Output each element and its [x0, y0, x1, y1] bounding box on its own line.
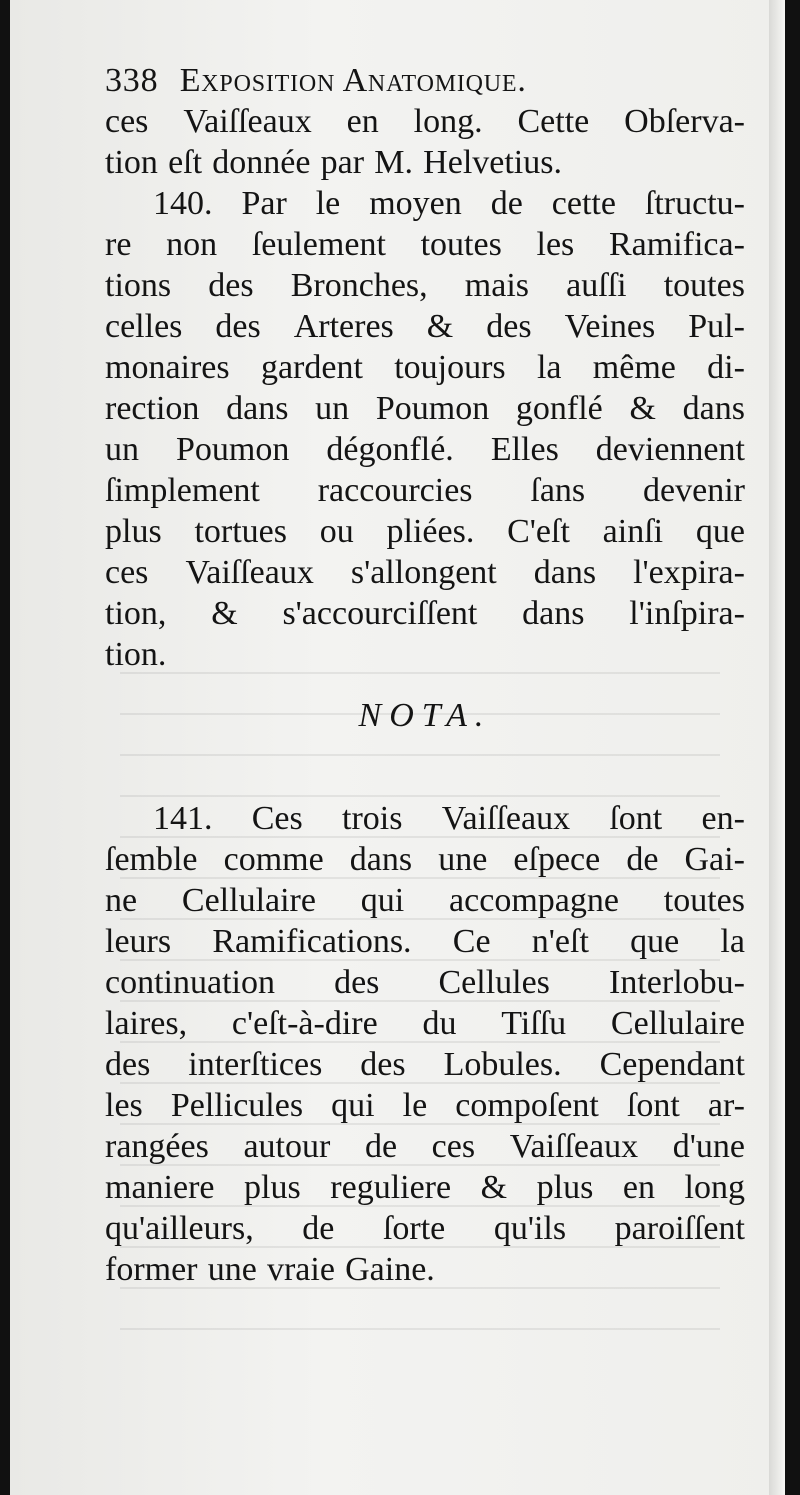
text-line	[105, 1208, 745, 1249]
book-page	[10, 0, 785, 1495]
word: Ramifications.	[212, 923, 412, 960]
text-line	[105, 593, 745, 634]
word: Ce	[452, 923, 491, 960]
running-header	[105, 60, 745, 101]
word: Vaiſſeaux	[185, 554, 314, 591]
text-line	[105, 1003, 745, 1044]
text-line	[105, 347, 745, 388]
word: ces	[431, 1128, 476, 1165]
word: ſont	[609, 800, 663, 837]
word: laires,	[105, 1005, 188, 1042]
text-line	[105, 634, 745, 675]
word: leurs	[105, 923, 172, 960]
word: Poumon	[375, 390, 490, 427]
word: ſans	[530, 472, 586, 509]
word: Ces	[251, 800, 303, 837]
word: &	[480, 1169, 508, 1206]
word: toutes	[420, 226, 502, 263]
word: cette	[551, 185, 616, 222]
text-line	[105, 552, 745, 593]
word: de	[364, 1128, 398, 1165]
word: qui	[360, 882, 405, 919]
text-line	[105, 962, 745, 1003]
word: plus	[244, 1169, 301, 1206]
word: di-	[707, 349, 745, 386]
word: Cette	[517, 103, 590, 140]
word: tion,	[105, 595, 167, 632]
word: toutes	[663, 267, 745, 304]
text-line	[105, 1167, 745, 1208]
text-line	[105, 1249, 745, 1290]
word: paroiſſent	[614, 1210, 745, 1247]
word: Arteres	[293, 308, 394, 345]
text-line	[105, 798, 745, 839]
word: Ramifica-	[609, 226, 745, 263]
word: le	[315, 185, 341, 222]
word: même	[592, 349, 676, 386]
word: ſimplement	[105, 472, 260, 509]
text-line	[105, 1085, 745, 1126]
text-line	[105, 470, 745, 511]
word: ar-	[707, 1087, 745, 1124]
word: Helvetius.	[423, 144, 562, 181]
word: une	[207, 1251, 257, 1288]
word: deviennent	[595, 431, 745, 468]
word: Par	[241, 185, 287, 222]
word: devenir	[643, 472, 745, 509]
word: que	[695, 513, 745, 550]
word: 140.	[153, 185, 213, 222]
word: toutes	[663, 882, 745, 919]
word: des	[105, 1046, 151, 1083]
text-line	[105, 839, 745, 880]
word: continuation	[105, 964, 275, 1001]
word: plus	[105, 513, 162, 550]
word: long	[684, 1169, 745, 1206]
word: celles	[105, 308, 183, 345]
word: pliées.	[386, 513, 475, 550]
word: Gai-	[684, 841, 745, 878]
word: les	[536, 226, 575, 263]
word: C'eſt	[507, 513, 570, 550]
word: un	[105, 431, 139, 468]
word: ces	[105, 554, 149, 591]
word: 141.	[153, 800, 213, 837]
word: l'inſpira-	[629, 595, 745, 632]
word: qu'ailleurs,	[105, 1210, 254, 1247]
word: Cellules	[438, 964, 550, 1001]
word: donnée	[212, 144, 311, 181]
word: d'une	[672, 1128, 745, 1165]
word: Vaiſſeaux	[441, 800, 571, 837]
word: long.	[413, 103, 483, 140]
word: autour	[243, 1128, 331, 1165]
word: s'allongent	[350, 554, 497, 591]
word: n'eſt	[531, 923, 589, 960]
word: Bronches,	[290, 267, 428, 304]
word: M.	[374, 144, 413, 181]
word: en	[346, 103, 379, 140]
word: le	[402, 1087, 428, 1124]
word: compoſent	[455, 1087, 599, 1124]
paragraph-141	[105, 798, 745, 1290]
word: comme	[223, 841, 324, 878]
text-line	[105, 1126, 745, 1167]
word: qu'ils	[493, 1210, 567, 1247]
text-line	[105, 388, 745, 429]
text-line	[105, 880, 745, 921]
word: former	[105, 1251, 198, 1288]
word: de	[626, 841, 659, 878]
word: tion.	[105, 636, 167, 673]
word: ſeulement	[251, 226, 386, 263]
text-line	[105, 1044, 745, 1085]
word: gonflé	[515, 390, 603, 427]
word: non	[166, 226, 218, 263]
text-line	[105, 101, 745, 142]
word: ſorte	[382, 1210, 446, 1247]
word: une	[438, 841, 488, 878]
word: maniere	[105, 1169, 215, 1206]
word: re	[105, 226, 132, 263]
word: dans	[682, 390, 745, 427]
word: rection	[105, 390, 200, 427]
word: vraie	[266, 1251, 335, 1288]
word: ne	[105, 882, 138, 919]
word: de	[490, 185, 523, 222]
paragraph-140	[105, 183, 745, 675]
word: Poumon	[176, 431, 290, 468]
page-number: 338	[105, 62, 159, 99]
word: dans	[349, 841, 413, 878]
word: trois	[342, 800, 403, 837]
word: mais	[464, 267, 530, 304]
nota-heading: NOTA.	[358, 697, 492, 734]
word: tions	[105, 267, 172, 304]
word: Vaiſſeaux	[183, 103, 312, 140]
word: des	[486, 308, 532, 345]
word: ainſi	[602, 513, 664, 550]
page-text	[105, 60, 745, 1290]
text-line	[105, 224, 745, 265]
word: Elles	[490, 431, 559, 468]
word: raccourcies	[317, 472, 473, 509]
running-title: Exposition Anatomique.	[179, 62, 527, 99]
word: rangées	[105, 1128, 209, 1165]
page-edge	[769, 0, 785, 1495]
word: des	[334, 964, 380, 1001]
word: &	[211, 595, 238, 632]
word: les	[105, 1087, 143, 1124]
word: dans	[522, 595, 585, 632]
word: Vaiſſeaux	[509, 1128, 639, 1165]
word: s'accourciſſent	[282, 595, 478, 632]
word: interſtices	[188, 1046, 323, 1083]
word: reguliere	[330, 1169, 452, 1206]
text-line	[105, 429, 745, 470]
word: par	[320, 144, 365, 181]
word: auſſi	[566, 267, 627, 304]
word: Pellicules	[170, 1087, 304, 1124]
word: des	[208, 267, 254, 304]
word: Tiſſu	[501, 1005, 567, 1042]
word: l'expira-	[633, 554, 745, 591]
word: c'eſt-à-dire	[231, 1005, 378, 1042]
word: tion	[105, 144, 158, 181]
word: ſtructu-	[644, 185, 745, 222]
word: en	[622, 1169, 655, 1206]
text-line	[105, 183, 745, 224]
word: eſt	[168, 144, 203, 181]
word: gardent	[260, 349, 363, 386]
word: Veines	[564, 308, 656, 345]
word: de	[302, 1210, 335, 1247]
word: toujours	[394, 349, 506, 386]
continuation-text	[105, 101, 745, 183]
word: Lobules.	[443, 1046, 562, 1083]
word: eſpece	[513, 841, 601, 878]
word: Pul-	[688, 308, 745, 345]
text-line	[105, 265, 745, 306]
text-line	[105, 142, 745, 183]
word: ſemble	[105, 841, 198, 878]
word: des	[215, 308, 261, 345]
word: Obſerva-	[624, 103, 745, 140]
word: accompagne	[449, 882, 619, 919]
word: dans	[226, 390, 289, 427]
word: du	[422, 1005, 457, 1042]
word: Cellulaire	[610, 1005, 745, 1042]
word: Interlobu-	[609, 964, 745, 1001]
word: ces	[105, 103, 149, 140]
word: Gaine.	[345, 1251, 435, 1288]
word: la	[536, 349, 562, 386]
text-line	[105, 306, 745, 347]
word: dans	[533, 554, 597, 591]
word: ou	[319, 513, 354, 550]
word: dégonflé.	[326, 431, 454, 468]
word: un	[315, 390, 350, 427]
word: qui	[331, 1087, 375, 1124]
word: des	[360, 1046, 406, 1083]
word: plus	[536, 1169, 594, 1206]
text-line	[105, 921, 745, 962]
word: tortues	[194, 513, 287, 550]
word: la	[720, 923, 745, 960]
word: que	[630, 923, 680, 960]
text-line	[105, 511, 745, 552]
word: moyen	[369, 185, 462, 222]
word: &	[426, 308, 454, 345]
word: ſont	[626, 1087, 680, 1124]
word: Cependant	[599, 1046, 745, 1083]
word: en-	[701, 800, 745, 837]
word: Cellulaire	[181, 882, 316, 919]
word: &	[629, 390, 656, 427]
word: monaires	[105, 349, 230, 386]
